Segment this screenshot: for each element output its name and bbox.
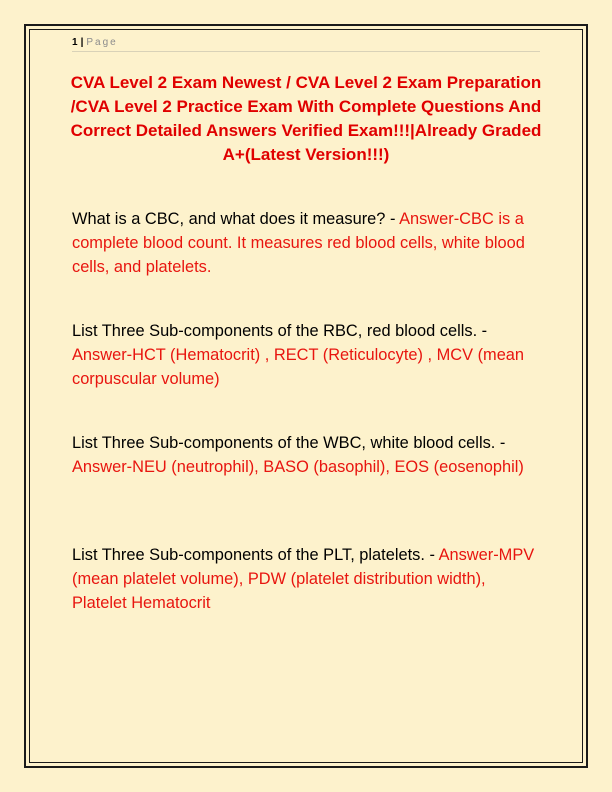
qa-item — [72, 207, 542, 279]
page-header-separator: | — [80, 37, 84, 48]
qa-item — [72, 431, 542, 479]
question-text: What is a CBC, and what does it measure? - — [72, 210, 400, 228]
question-text: List Three Sub-components of the RBC, red blood cells. - — [72, 322, 488, 340]
answer-text: Answer-NEU (neutrophil), BASO (basophil), EOS (eosenophil) — [72, 458, 524, 476]
answer-text: Answer-MPV (mean platelet volume), PDW (platelet distribution width), Platelet Hematocrit — [72, 546, 535, 612]
question-text: List Three Sub-components of the PLT, platelets. - — [72, 546, 439, 564]
question-text: List Three Sub-components of the WBC, white blood cells. - — [72, 434, 506, 452]
document-title: CVA Level 2 Exam Newest / CVA Level 2 Exam Preparation /CVA Level 2 Practice Exam With Complete Questions And Correct Detailed Answers Verified Exam!!!|Already Graded A+(Latest Version!!!) — [70, 73, 542, 164]
page-label: Page — [86, 37, 118, 48]
qa-item — [72, 319, 542, 391]
qa-item — [72, 543, 542, 615]
page-number: 1 — [72, 37, 78, 48]
page-header — [72, 36, 540, 52]
answer-text: Answer-CBC is a complete blood count. It measures red blood cells, white blood cells, and platelets. — [72, 210, 525, 276]
answer-text: Answer-HCT (Hematocrit) , RECT (Reticulocyte) , MCV (mean corpuscular volume) — [72, 346, 525, 388]
